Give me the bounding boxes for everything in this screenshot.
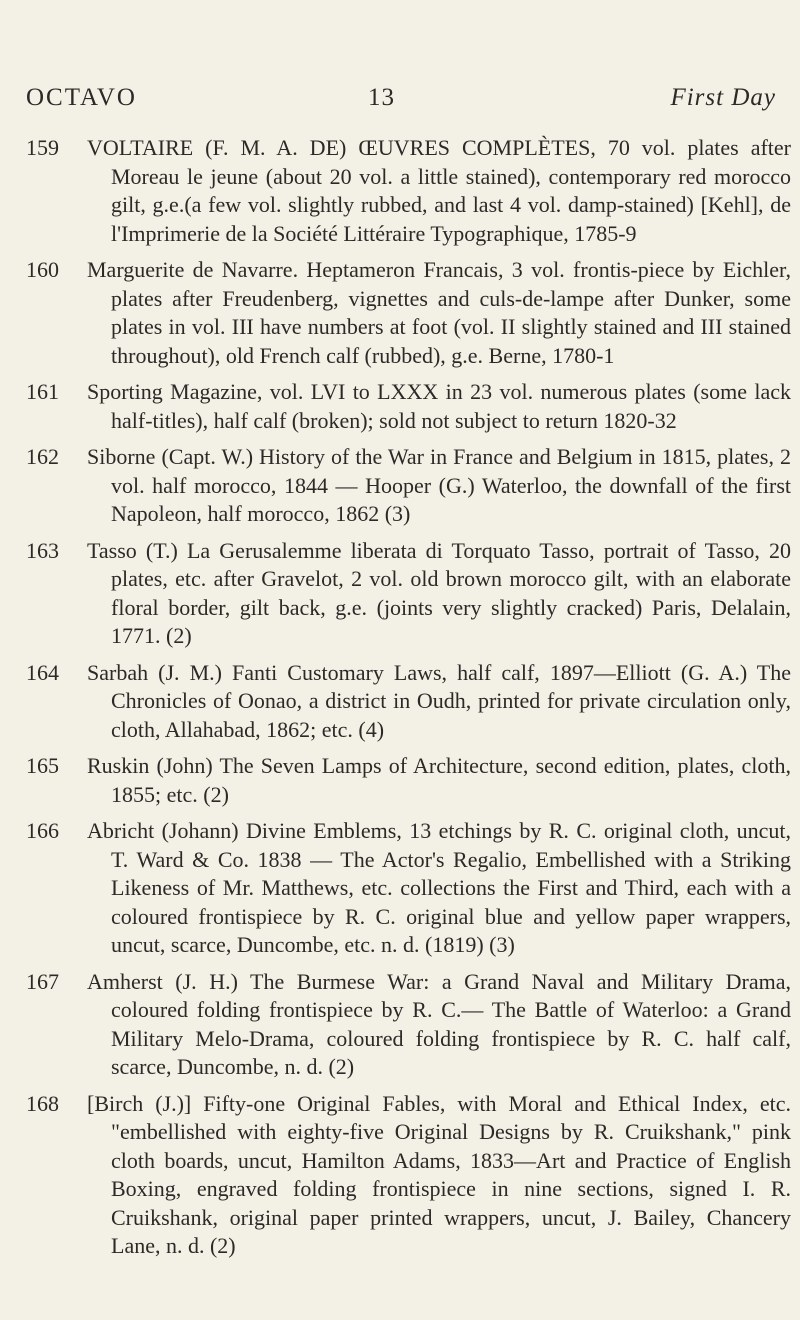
page-header [26,84,776,118]
lot-entry [0,659,800,745]
lot-description: Marguerite de Navarre. Heptameron Francais, 3 vol. frontis-piece by Eichler, plates after Freudenberg, vignettes and culs-de-lampe after Dunker, some plates in vol. III have numbers at foot (vol. II slightly stained and III stained throughout), old French calf (rubbed), g.e. Berne, 1780-1 [87,257,791,368]
lot-entry [0,378,800,435]
lot-number: 161 [26,379,59,404]
lot-entry [0,752,800,809]
lot-entry [0,256,800,370]
lot-number: 164 [26,659,59,685]
lot-description: Abricht (Johann) Divine Emblems, 13 etchings by R. C. original cloth, uncut, T. Ward & Co. 1838 — The Actor's Regalio, Embellished with a Striking Likeness of Mr. Matthews, etc. collections the First and Third, each with a coloured frontispiece by R. C. original blue and yellow paper wrappers, uncut, scarce, Duncombe, etc. n. d. (1819) (3) [87,818,791,957]
page-number: 13 [368,84,395,111]
lot-list [0,134,800,1269]
lot-number: 167 [26,968,59,994]
lot-description: Ruskin (John) The Seven Lamps of Architecture, second edition, plates, cloth, 1855; etc. (2) [87,753,791,807]
lot-number: 165 [26,753,59,778]
lot-number: 168 [26,1090,59,1116]
lot-entry [0,817,800,960]
lot-description: Tasso (T.) La Gerusalemme liberata di Torquato Tasso, portrait of Tasso, 20 plates, etc. after Gravelot, 2 vol. old brown morocco gilt, with an elaborate floral border, gilt back, g.e. (joints very slightly cracked) Paris, Delalain, 1771. (2) [87,537,791,648]
lot-entry [0,1090,800,1261]
lot-entry [0,537,800,651]
lot-description: Amherst (J. H.) The Burmese War: a Grand Naval and Military Drama, coloured folding frontispiece by R. C.— The Battle of Waterloo: a Grand Military Melo-Drama, coloured folding frontispiece by R. C. half calf, scarce, Duncombe, n. d. (2) [87,968,791,1079]
lot-entry [0,443,800,529]
lot-description: Sarbah (J. M.) Fanti Customary Laws, half calf, 1897—Elliott (G. A.) The Chronicles of Oonao, a district in Oudh, printed for private circulation only, cloth, Allahabad, 1862; etc. (4) [87,659,791,742]
lot-description: [Birch (J.)] Fifty-one Original Fables, with Moral and Ethical Index, etc. "embellished with eighty-five Original Designs by R. Cruikshank," pink cloth boards, uncut, Hamilton Adams, 1833—Art and Practice of English Boxing, engraved folding frontispiece in nine sections, signed I. R. Cruikshank, original paper printed wrappers, uncut, J. Bailey, Chancery Lane, n. d. (2) [87,1090,791,1258]
lot-entry [0,134,800,248]
header-day: First Day [670,84,776,111]
lot-number: 162 [26,444,59,469]
lot-description: Siborne (Capt. W.) History of the War in France and Belgium in 1815, plates, 2 vol. half morocco, 1844 — Hooper (G.) Waterloo, the downfall of the first Napoleon, half morocco, 1862 (3) [87,444,791,526]
lot-number: 160 [26,257,59,282]
lot-description: VOLTAIRE (F. M. A. DE) ŒUVRES COMPLÈTES, 70 vol. plates after Moreau le jeune (about 20 vol. a little stained), contemporary red morocco gilt, g.e.(a few vol. slightly rubbed, and last 4 vol. damp-stained) [Kehl], de l'Imprimerie de la Société Littéraire Typographique, 1785-9 [87,135,791,246]
lot-number: 163 [26,537,59,563]
lot-number: 166 [26,818,59,843]
lot-entry [0,968,800,1082]
header-format: OCTAVO [26,84,137,111]
lot-description: Sporting Magazine, vol. LVI to LXXX in 23 vol. numerous plates (some lack half-titles), half calf (broken); sold not subject to return 1820-32 [87,379,791,433]
lot-number: 159 [26,135,59,160]
